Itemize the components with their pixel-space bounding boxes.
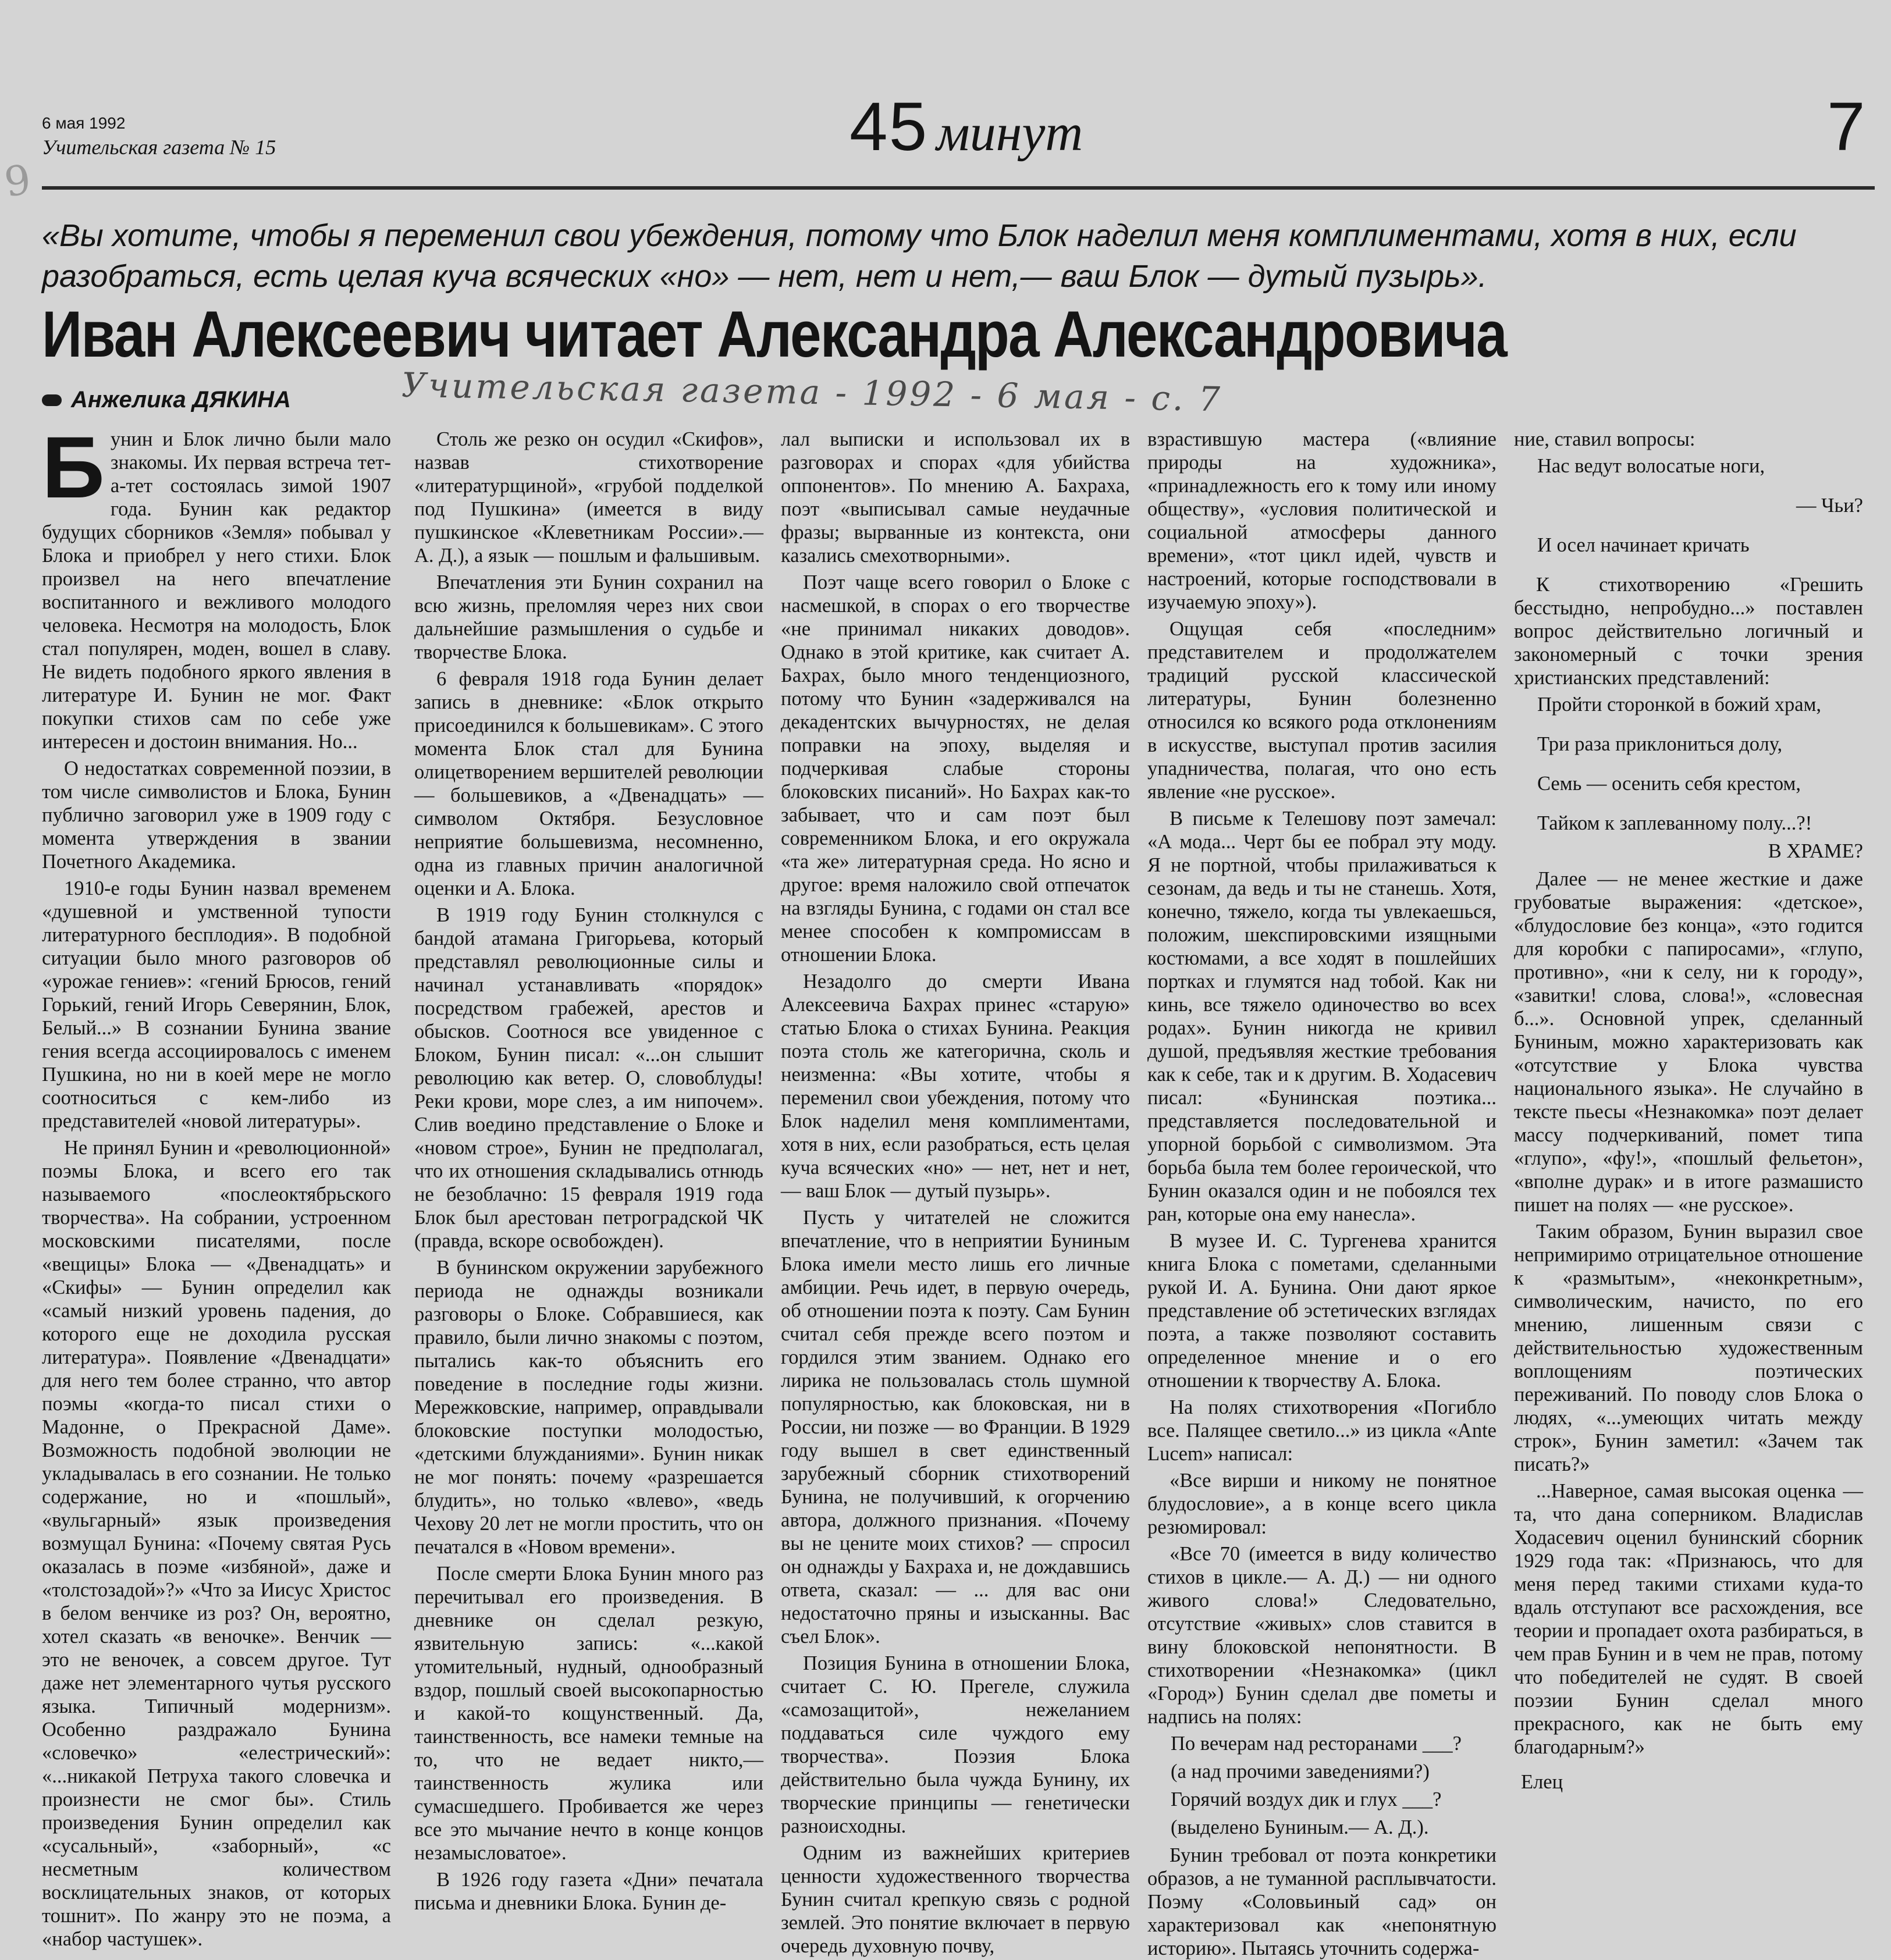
paragraph: Ощущая себя «последним» представителем и продолжателем традиций русской классической литературы, Бунин болезненно относился ко всякого рода отклонениям в искусстве, выступал против засилия упадничества, полагая, что оно есть явление «не русское».: [1147, 618, 1497, 803]
paragraph: лал выписки и использовал их в разговорах и спорах «для убийства оппонентов». По мнению А. Бахраха, поэт «выписывал самые неудачные фразы; вырванные из контекста, они казались смехотворными».: [781, 428, 1130, 567]
verse-line: Пройти сторонкой в божий храм,: [1537, 693, 1822, 716]
verse-quote: [1147, 1732, 1497, 1839]
paragraph: Не принял Бунин и «революционной» поэмы Блока, и всего его так называемого «послеоктябрьского творчества». На собрании, устроенном московскими писателями, после «вещицы» Блока — «Двенадцать» и «Скифы» — Бунин определил как «самый низкий уровень падения, до которого еще не доходила русская литература». Появление «Двенадцати» для него тем более странно, что автор поэмы «когда-то писал стихи о Мадонне, о Прекрасной Даме». Возможность подобной эволюции не укладывалась в его сознании. Не только содержание, но и «пошлый», «вульгарный» язык произведения возмущал Бунина: «Почему святая Русь оказалась в поэме «избяной», даже и «толстозадой»?» «Что за Иисус Христос в белом венчике из роз? Он, вероятно, хотел сказать «в веночке». Венчик — это не веночек, а совсем другое. Тут даже нет элементарного чутья русского языка. Типичный модернизм». Особенно раздражало Бунина «словечко» «елестрический»: «...никакой Петруха такого словечка и произнести не смог бы». Стиль произведения Бунин определил как «сусальный», «заборный», «с несметным количеством восклицательных знаков, от которых тошнит». По жанру это не поэма, а «набор частушек».: [42, 1137, 391, 1950]
paragraph-text: унин и Блок лично были мало знакомы. Их первая встреча тет-а-тет состоялась зимой 1907 года. Бунин как редактор будущих сборников «Земля» побывал у Блока и приобрел у него стихи. Блок произвел на него впечатление воспитанного и вежливого молодого человека. Несмотря на молодость, Блок стал популярен, моден, вошел в славу. Не видеть подобного яркого явления в литературе И. Бунин не мог. Факт покупки стихов сам по себе уже интересен и достоин внимания. Но...: [42, 428, 391, 753]
paragraph: Столь же резко он осудил «Скифов», назвав стихотворение «литературщиной», «грубой подделкой под Пушкина» (имеется в виду пушкинское «Клеветникам России».— А. Д.), а язык — пошлым и фальшивым.: [414, 428, 763, 567]
paragraph: Впечатления эти Бунин сохранил на всю жизнь, преломляя через них свои дальнейшие размышления о судьбе и творчестве Блока.: [414, 571, 763, 663]
pencil-mark: 9: [1, 155, 34, 207]
paragraph: 6 февраля 1918 года Бунин делает запись в дневнике: «Блок открыто присоединился к большевикам». С этого момента Блок стал для Бунина олицетворением вершителей революции — большевиков, а «Двенадцать» — символом Октября. Безусловное неприятие большевизма, несомненно, одна из главных причин аналогичной оценки и А. Блока.: [414, 668, 763, 899]
article-column-3: [781, 428, 1130, 1957]
paragraph: взрастившую мастера («влияние природы на художника», «принадлежность его к тому или иному обществу», «условия политической и социальной атмосферы данного времени», «тот цикл идей, чувств и настроений, которые господствовали в изучаемую эпоху»).: [1147, 428, 1497, 613]
paragraph: В 1919 году Бунин столкнулся с бандой атамана Григорьева, который представлял революционные силы и начинал устанавливать «порядок» посредством грабежей, арестов и обысков. Соотнося все увиденное с Блоком, Бунин писал: «...он слышит революцию как ветер. О, словоблуды! Реки крови, море слез, а им нипочем». Слив воедино представление о Блоке и «новом строе», Бунин не предполагал, что их отношения складывались отнюдь не безоблачно: 15 февраля 1919 года Блок был арестован петроградской ЧК (правда, вскоре освобожден).: [414, 904, 763, 1252]
paragraph: В 1926 году газета «Дни» печатала письма и дневники Блока. Бунин де-: [414, 1869, 763, 1914]
verse-quote: [1514, 454, 1863, 557]
paragraph: После смерти Блока Бунин много раз перечитывал его произведения. В дневнике он сделал резкую, язвительную запись: «...какой утомительный, нудный, однообразный вздор, пошлый своей высокопарностью и какой-то кощунственный. Да, таинственность, все намеки темные на то, что не ведает никто,— таинственность жулика или сумасшедшего. Пробивается же через все это мычание нечто в конце концов незамысловатое».: [414, 1563, 763, 1864]
verse-line: Три раза приклониться долу,: [1537, 733, 1783, 755]
paragraph: Пусть у читателей не сложится впечатление, что в неприятии Буниным Блока имели место лишь его личные амбиции. Речь идет, в первую очередь, об отношении поэта к поэту. Сам Бунин считал себя прежде всего поэтом и гордился этим званием. Однако его лирика не пользовалась столь шумной популярностью, как блоковская, ни в России, ни позже — во Франции. В 1929 году вышел в свет единственный зарубежный сборник стихотворений Бунина, не получивший, к огорчению автора, должного признания. «Почему вы не цените моих стихов? — спросил он однажды у Бахраха и, не дождавшись ответа, сказал: — ... для вас они недостаточно пряны и изысканны. Вас съел Блок».: [781, 1207, 1130, 1648]
verse-line: По вечерам над ресторанами ___?: [1171, 1733, 1462, 1755]
signoff-place: Елец: [1521, 1771, 1563, 1793]
paragraph: 1910-е годы Бунин назвал временем «душевной и умственной тупости литературного бесплодия». В подобной ситуации было много разговоров об «урожае гениев»: «гений Брюсов, гений Горький, гений Игорь Северянин, Блок, Белый...» В сознании Бунина звание гения всегда ассоциировалось с именем Пушкина, но ни в коей мере не могло соотноситься с кем-либо из представителей «новой литературы».: [42, 877, 391, 1132]
verse-line: (а над прочими заведениями?): [1171, 1760, 1430, 1783]
section-word: минут: [936, 104, 1083, 162]
verse-line: Нас ведут волосатые ноги,: [1537, 455, 1765, 477]
verse-line: Тайком к заплеванному полу...?!: [1537, 812, 1812, 834]
paragraph: ...Наверное, самая высокая оценка — та, что дана соперником. Владислав Ходасевич оценил бунинский сборник 1929 года так: «Признаюсь, что для меня перед такими стихами куда-то вдаль отступают все расхождения, все теории и пропадает охота разбираться, в чем прав Бунин и в чем не прав, потому что победителей не судят. В своей поэзии Бунин сделал много прекрасного, как не быть ему благодарным?»: [1514, 1480, 1863, 1758]
paragraph: В бунинском окружении зарубежного периода не однажды возникали разговоры о Блоке. Собравшиеся, как правило, были лично знакомы с поэтом, пытались как-то объяснить его поведение в последние годы жизни. Мережковские, например, оправдывали блоковские поступки молодостью, «детскими блужданиями». Бунин никак не мог понять: почему «разрешается блудить», но только «влево», «ведь Чехову 20 лет не могли простить, что он печатался в «Новом времени».: [414, 1257, 763, 1558]
section-number: 45: [849, 88, 929, 165]
drop-cap: Б: [42, 418, 105, 516]
verse-line: — Чьи?: [1796, 495, 1863, 517]
article-column-1: [42, 418, 391, 1950]
article-column-4: [1147, 428, 1497, 1959]
author-byline: [42, 387, 291, 413]
verse-line: Горячий воздух дик и глух ___?: [1171, 1788, 1442, 1810]
header-rule: [42, 186, 1875, 190]
epigraph: «Вы хотите, чтобы я переменил свои убеждения, потому что Блок наделил меня комплиментами, хотя в них, если разобраться, есть целая куча всяческих «но» — нет, нет и нет,— ваш Блок — дутый пузырь».: [42, 218, 1797, 294]
issue-date: 6 мая 1992: [42, 114, 126, 132]
headline: Иван Алексеевич читает Александра Александровича: [42, 298, 1507, 371]
paragraph: На полях стихотворения «Погибло все. Палящее светило...» из цикла «Ante Lucem» написал:: [1147, 1396, 1497, 1465]
author-name: Анжелика ДЯКИНА: [71, 387, 291, 412]
paragraph: [42, 418, 391, 753]
paragraph: О недостатках современной поэзии, в том числе символистов и Блока, Бунин публично заговорил уже в 1909 году с момента утверждения в звании Почетного Академика.: [42, 757, 391, 873]
handwritten-note: Учительская газета - 1992 - 6 мая - с. 7: [401, 365, 1223, 419]
paragraph: «Все 70 (имеется в виду количество стихов в цикле.— А. Д.) — ни одного живого слова!» Следовательно, отсутствие «живых» слов ставится в вину блоковской непонятности. В стихотворении «Незнакомка» (цикл «Город») Бунин сделал две пометы и надпись на полях:: [1147, 1543, 1497, 1728]
paragraph: Позиция Бунина в отношении Блока, считает С. Ю. Прегеле, служила «самозащитой», нежеланием поддаваться силе чуждого ему творчества». Поэзия Блока действительно была чужда Бунину, их творческие принципы — генетически разноисходны.: [781, 1652, 1130, 1837]
article-column-5: [1514, 428, 1863, 1793]
paragraph: Одним из важнейших критериев ценности художественного творчества Бунин считал крепкую связь с родной землей. Это понятие включает в первую очередь духовную почву,: [781, 1842, 1130, 1957]
paragraph: Таким образом, Бунин выразил свое непримиримо отрицательное отношение к «размытым», «неконкретным», символическим, начисто, по его мнению, лишенным связи с действительностью художественным воплощениям поэтических переживаний. По поводу слов Блока о людях, «...умеющих читать между строк», Бунин заметил: «Зачем так писать?»: [1514, 1221, 1863, 1475]
paragraph: К стихотворению «Грешить бесстыдно, непробудно...» поставлен вопрос действительно логичный и закономерный с точки зрения христианских представлений:: [1514, 574, 1863, 689]
paragraph: Поэт чаще всего говорил о Блоке с насмешкой, в спорах о его творчестве «не принимал никаких доводов». Однако в этой критике, как считает А. Бахрах, было много тенденциозного, потому что Бунин «задерживался на декадентских вычурностях, не делая поправки на эпоху, выделяя и подчеркивая слабые стороны блоковских писаний». Но Бахрах как-то забывает, что и сам поэт был современником Блока, и его окружала «та же» литературная среда. Но ясно и другое: время наложило свой отпечаток на взгляды Бунина, с годами он стал все менее способен к компромиссам в отношении Блока.: [781, 571, 1130, 966]
paragraph: Далее — не менее жесткие и даже грубоватые выражения: «детское», «блудословие без конца», «это годится для коробки с папиросами», «глупо, противно», «ни к селу, ни к городу», «завитки! слова, слова!», «словесная б...». Основной упрек, сделанный Буниным, можно характеризовать как «отсутствие у Блока чувства национального языка». Не случайно в тексте пьесы «Незнакомка» поэт делает массу подчеркиваний, помет типа «глупо», «фу!», «пошлый фельетон», «вполне дурак» и в итоге размашисто пишет на полях — «не русское».: [1514, 868, 1863, 1216]
paragraph: Бунин требовал от поэта конкретики образов, а не туманной расплывчатости. Поэму «Соловьиный сад» он характеризовал как «непонятную историю». Пытаясь уточнить содержа-: [1147, 1844, 1497, 1959]
section-title: [849, 87, 1083, 166]
byline-bullet-icon: [42, 394, 62, 406]
verse-quote: [1514, 693, 1863, 863]
paragraph: В музее И. С. Тургенева хранится книга Блока с пометами, сделанными рукой И. А. Бунина. Они дают яркое представление об эстетических взглядах поэта, а также позволяют составить определенное мнение и о его отношении к творчеству А. Блока.: [1147, 1230, 1497, 1392]
verse-line: Семь — осенить себя крестом,: [1537, 773, 1801, 795]
paragraph: «Все вирши и никому не понятное блудословие», а в конце всего цикла резюмировал:: [1147, 1470, 1497, 1538]
verse-line: (выделено Буниным.— А. Д.).: [1171, 1816, 1429, 1838]
paragraph: Незадолго до смерти Ивана Алексеевича Бахрах принес «старую» статью Блока о стихах Бунина. Реакция поэта столь же категорична, сколь и неизменна: «Вы хотите, чтобы я переменил свои убеждения, потому что Блок наделил меня комплиментами, хотя в них, если разобраться, есть целая куча всяческих «но» — нет, нет и нет, — ваш Блок — дутый пузырь».: [781, 970, 1130, 1202]
verse-line: И осел начинает кричать: [1537, 534, 1750, 556]
newspaper-name: Учительская газета № 15: [42, 136, 276, 159]
page-number: 7: [1827, 88, 1865, 165]
paragraph: В письме к Телешову поэт замечал: «А мода... Черт бы ее побрал эту моду. Я не портной, чтобы прилаживаться к сезонам, да ведь и ты не станешь. Хотя, конечно, тяжело, когда ты увлекаешься, положим, шекспировскими изящными костюмами, а все ходят в пошлейших портках и глумятся над тобой. Как ни кинь, все тяжело одиночество во всех родах». Бунин никогда не кривил душой, предъявляя жесткие требования как к себе, так и к другим. В. Ходасевич писал: «Бунинская поэтика... представляется последовательной и упорной борьбой с символизмом. Эта борьба была тем более героической, что Бунин оказался один и не побоялся тех ран, которые она ему нанесла».: [1147, 808, 1497, 1225]
paragraph: ние, ставил вопросы:: [1514, 428, 1695, 450]
verse-line: В ХРАМЕ?: [1768, 840, 1863, 862]
article-column-2: [414, 428, 763, 1914]
